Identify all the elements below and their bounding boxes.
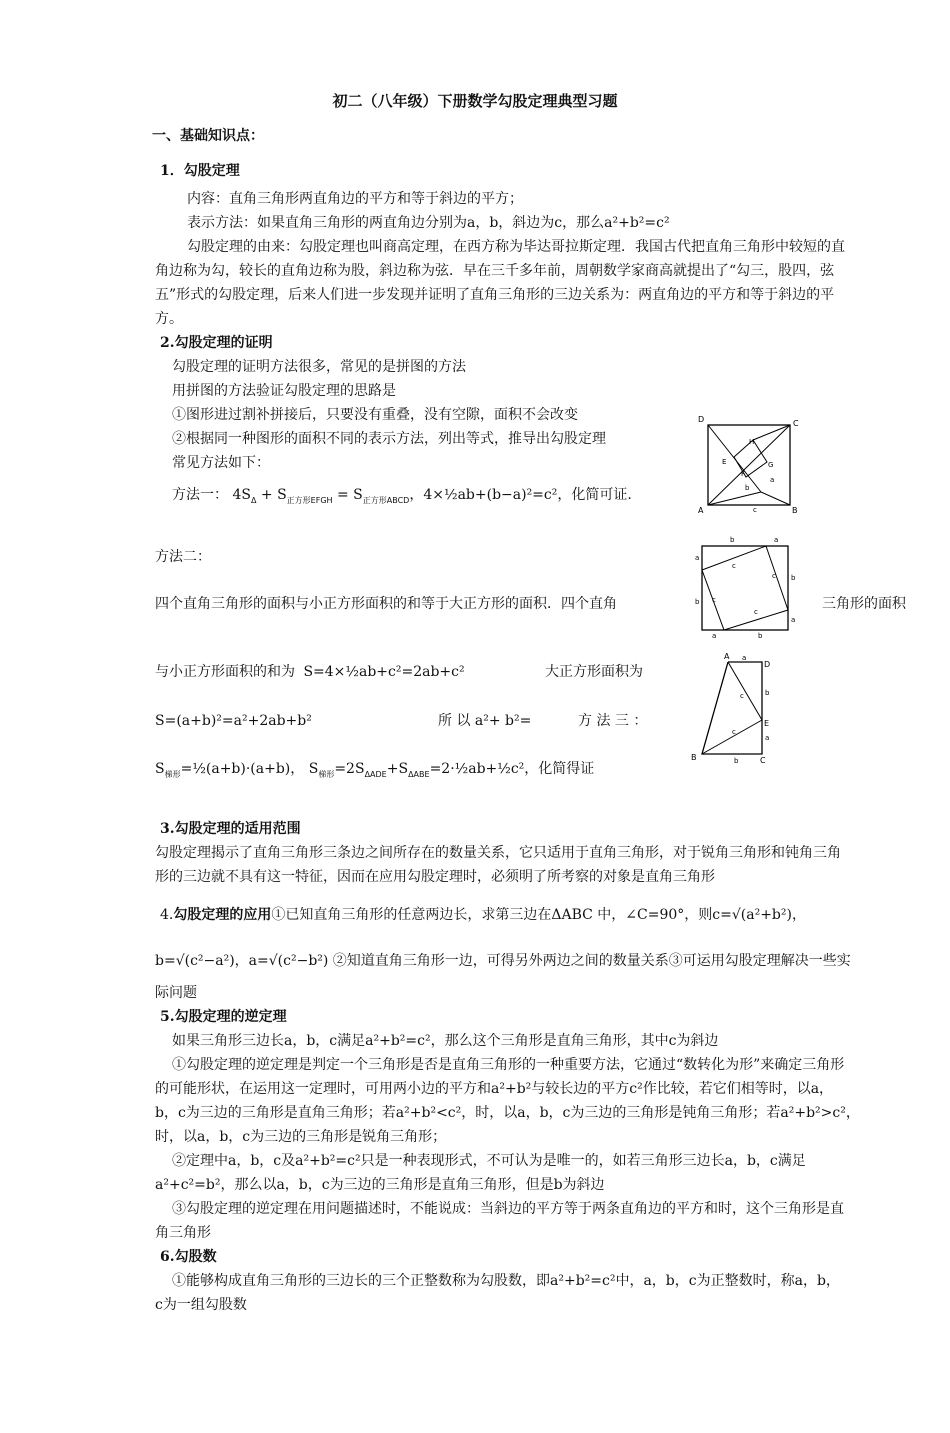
method-one-formula — [172, 484, 632, 512]
method-two-formula-small: S=4×½ab+c²=2ab+c² — [303, 664, 465, 680]
fig1-label-h: H — [749, 438, 755, 446]
theorem-origin-line-2: 角边称为勾，较长的直角边称为股，斜边称为弦．早在三千多年前，周朝数学家商高就提出了“勾三，股四，弦 — [155, 263, 835, 279]
converse-line-7: a²+c²=b²，那么以a，b，c为三边的三角形是直角三角形，但是b为斜边 — [155, 1177, 605, 1193]
proof-line-5: 常见方法如下： — [172, 455, 270, 471]
heading-converse: 5.勾股定理的逆定理 — [160, 1009, 287, 1025]
method-one-part-3: = S — [337, 487, 363, 503]
method-one-label: 方法一： — [172, 487, 228, 503]
fig1-label-b-side: b — [745, 484, 750, 492]
fig1-label-f: F — [741, 470, 746, 478]
m3-sub-ade: ΔADE — [364, 770, 387, 779]
method-three-label: 方 法 三 ： — [578, 713, 648, 729]
fig2-b-right: b — [791, 574, 796, 582]
fig3-side-b: b — [765, 689, 770, 697]
application-line-2: b=√(c²−a²)，a=√(c²−b²) ②知道直角三角形一边，可得另外两边之间的数量关系③可运用勾股定理解决一些实 — [155, 953, 851, 969]
application-line-3: 际问题 — [155, 985, 197, 1001]
fig3-side-a: a — [765, 734, 770, 742]
triples-line-1: ①能够构成直角三角形的三边长的三个正整数称为勾股数，即a²+b²=c²中，a，b，c为正整数时，称a，b， — [172, 1273, 840, 1289]
application-line-1 — [160, 904, 806, 926]
m3-part-2: =2S — [334, 761, 365, 777]
proof-line-4: ②根据同一种图形的面积不同的表示方法，列出等式，推导出勾股定理 — [172, 431, 606, 447]
fig1-label-g: G — [768, 461, 774, 469]
fig2-c-2: c — [772, 572, 776, 580]
converse-line-4: b，c为三边的三角形是直角三角形；若a²+b²<c²，时，以a，b，c为三边的三角形是钝角三角形；若a²+b²>c²， — [155, 1105, 860, 1121]
fig3-label-c: C — [760, 756, 766, 765]
fig3-label-a: A — [724, 652, 730, 661]
proof-line-3: ①图形进过割补拼接后，只要没有重叠，没有空隙，面积不会改变 — [172, 407, 578, 423]
fig2-b-top: b — [730, 536, 735, 544]
theorem-content: 内容：直角三角形两直角边的平方和等于斜边的平方； — [187, 191, 523, 207]
section-basics: 一、基础知识点： — [152, 128, 264, 144]
fig1-label-a-side: a — [770, 476, 775, 484]
fig3-side-a-top: a — [742, 654, 747, 662]
fig2-a-right: a — [791, 616, 796, 624]
application-text-1: ①已知直角三角形的任意两边长，求第三边在ΔABC 中，∠C=90°，则c=√(a²+b²)， — [271, 907, 806, 923]
m3-sub-abe: ΔABE — [408, 770, 430, 779]
fig1-label-e: E — [722, 458, 727, 466]
converse-line-9: 角三角形 — [155, 1225, 211, 1241]
fig2-b-bottom: b — [758, 632, 763, 640]
heading-proof: 2.勾股定理的证明 — [160, 335, 273, 351]
proof-line-1: 勾股定理的证明方法很多，常见的是拼图的方法 — [172, 359, 466, 375]
method-two-text-b: 大正方形面积为 — [545, 664, 643, 680]
heading-scope: 3.勾股定理的适用范围 — [160, 821, 301, 837]
proof-line-2: 用拼图的方法验证勾股定理的思路是 — [172, 383, 396, 399]
fig2-c-4: c — [754, 608, 758, 616]
m3-part-4: =2·½ab+½c²，化简得证 — [429, 761, 595, 777]
sub-square-abcd: 正方形ABCD — [362, 496, 410, 505]
method-two-line-2 — [155, 661, 465, 683]
fig2-a-left: a — [695, 554, 700, 562]
theorem-origin-line-1: 勾股定理的由来：勾股定理也叫商高定理，在西方称为毕达哥拉斯定理．我国古代把直角三角形中较短的直 — [187, 239, 845, 255]
scope-line-1: 勾股定理揭示了直角三角形三条边之间所存在的数量关系，它只适用于直角三角形，对于锐角三角形和钝角三角 — [155, 845, 841, 861]
fig2-c-3: c — [712, 596, 716, 604]
method-two-text-a: 与小正方形面积的和为 — [155, 664, 295, 680]
fig3-side-b-bottom: b — [734, 757, 739, 765]
m3-part-1: =½(a+b)·(a+b)， — [180, 761, 305, 777]
converse-line-8: ③勾股定理的逆定理在用问题描述时，不能说成：当斜边的平方等于两条直角边的平方和时，这个三角形是直 — [172, 1201, 844, 1217]
method-two-line-1: 四个直角三角形的面积与小正方形面积的和等于大正方形的面积．四个直角 — [155, 596, 617, 612]
converse-line-3: 的可能形状，在运用这一定理时，可用两小边的平方和a²+b²与较长边的平方c²作比较，若它们相等时，以a， — [155, 1081, 834, 1097]
heading-pythagorean-triples: 6.勾股数 — [160, 1249, 217, 1265]
fig3-label-d: D — [764, 660, 771, 669]
heading-theorem: 1．勾股定理 — [160, 163, 240, 179]
fig1-label-b: B — [792, 506, 798, 514]
figure-rotated-square — [692, 530, 800, 640]
method-one-part-4: ，4×½ab+(b−a)²=c²，化简可证. — [409, 487, 632, 503]
converse-line-1: 如果三角形三边长a，b，c满足a²+b²=c²，那么这个三角形是直角三角形，其中c为斜边 — [172, 1033, 719, 1049]
converse-line-2: ①勾股定理的逆定理是判定一个三角形是否是直角三角形的一种重要方法，它通过“数转化为形”来确定三角形 — [172, 1057, 845, 1073]
converse-line-6: ②定理中a，b，c及a²+b²=c²只是一种表现形式，不可认为是唯一的，如若三角形三边长a，b，c满足 — [172, 1153, 806, 1169]
fig3-side-c-1: c — [740, 692, 744, 700]
theorem-origin-line-4: 方。 — [155, 311, 183, 327]
fig1-label-d: D — [698, 415, 705, 424]
fig2-a-top: a — [774, 536, 779, 544]
method-two-formula-big: S=(a+b)²=a²+2ab+b² — [155, 713, 312, 729]
method-two-label: 方法二： — [155, 549, 211, 565]
method-one-part-1: 4S — [232, 487, 251, 503]
sub-square-efgh: 正方形EFGH — [286, 496, 333, 505]
method-two-line-1-end: 三角形的面积 — [822, 596, 906, 612]
method-two-conclusion: 所 以 a²+ b²= — [438, 713, 532, 729]
m3-sub-trapezoid-2: 梯形 — [318, 770, 335, 779]
m3-s: S — [155, 761, 165, 777]
fig1-label-c-side: c — [753, 506, 757, 514]
scope-line-2: 形的三边就不具有这一特征，因而在应用勾股定理时，必须明了所考察的对象是直角三角形 — [155, 869, 715, 885]
fig1-label-a: A — [698, 506, 704, 514]
fig3-label-e: E — [764, 719, 770, 728]
theorem-expression: 表示方法：如果直角三角形的两直角边分别为a，b，斜边为c，那么a²+b²=c² — [187, 215, 670, 231]
application-number: 4. — [160, 907, 174, 923]
fig3-label-b: B — [691, 753, 697, 762]
sub-triangle: Δ — [250, 496, 257, 505]
document-title: 初二（八年级）下册数学勾股定理典型习题 — [332, 92, 618, 110]
method-one-part-2: + S — [260, 487, 287, 503]
method-three-formula — [155, 758, 594, 786]
fig2-c-1: c — [732, 562, 736, 570]
theorem-origin-line-3: 五”形式的勾股定理，后来人们进一步发现并证明了直角三角形的三边关系为：两直角边的平方和等于斜边的平 — [155, 287, 835, 303]
fig2-a-bottom: a — [712, 632, 717, 640]
m3-sub-trapezoid: 梯形 — [164, 770, 181, 779]
m3-part-3: +S — [386, 761, 409, 777]
fig3-side-c-2: c — [732, 728, 736, 736]
fig1-label-c: C — [793, 419, 799, 428]
figure-trapezoid — [688, 650, 778, 765]
triples-line-2: c为一组勾股数 — [155, 1297, 247, 1313]
converse-line-5: 时，以a，b，c为三边的三角形是锐角三角形； — [155, 1129, 447, 1145]
heading-application: 勾股定理的应用 — [173, 907, 272, 923]
fig2-b-left: b — [695, 598, 700, 606]
figure-square-abcd — [695, 412, 805, 514]
m3-s2: S — [308, 761, 319, 777]
